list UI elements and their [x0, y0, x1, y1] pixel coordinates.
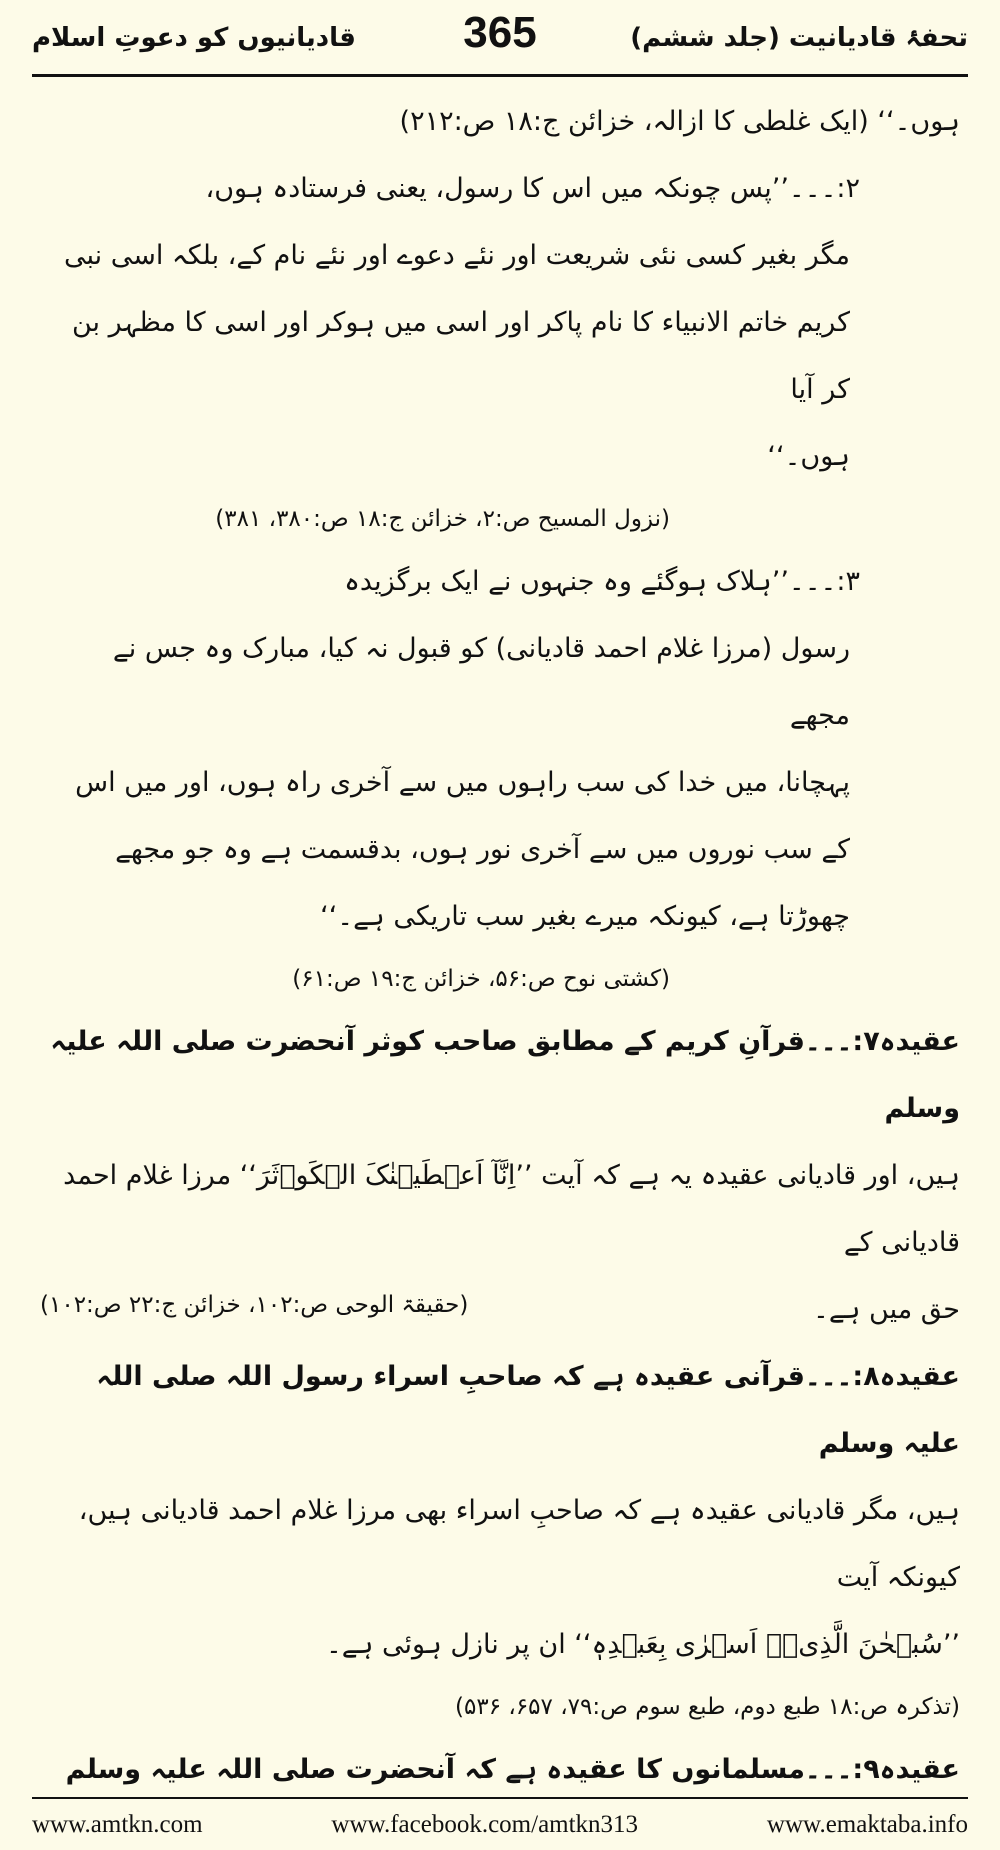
reference-row — [40, 1276, 960, 1343]
reference: (تذکرہ ص:۱۸ طبع دوم، طبع سوم ص:۷۹، ۶۵۷، ۵۳۶) — [455, 1694, 960, 1720]
text-line: ہیں، مگر قادیانی عقیدہ ہے کہ صاحبِ اسراء بھی مرزا غلام احمد قادیانی ہیں، کیونکہ آیت — [78, 1495, 960, 1593]
page-number: 365 — [463, 8, 537, 57]
book-title: تحفۂ قادیانیت (جلد ششم) — [630, 23, 968, 53]
footer-link-amtkn[interactable]: www.amtkn.com — [32, 1811, 203, 1838]
text-line: کے سب نوروں میں سے آخری نور ہوں، بدقسمت ہے وہ جو مجھے — [115, 834, 850, 865]
footer-link-emaktaba[interactable]: www.emaktaba.info — [766, 1811, 968, 1838]
page-header — [32, 8, 968, 68]
text-line: عقیدہ۹:۔۔۔مسلمانوں کا عقیدہ ہے کہ آنحضرت صلی اللہ علیہ وسلم — [65, 1754, 960, 1785]
header-rule — [32, 74, 968, 77]
text-line: ’’سُبۡحٰنَ الَّذِیۡۤ اَسۡرٰی بِعَبۡدِہٖ‘‘ ان پر نازل ہوئی ہے۔ — [325, 1629, 960, 1660]
text-line: ۲:۔۔۔’’پس چونکہ میں اس کا رسول، یعنی فرستادہ ہوں، — [205, 173, 860, 204]
footer-link-facebook[interactable]: www.facebook.com/amtkn313 — [331, 1811, 639, 1838]
text-line: رسول (مرزا غلام احمد قادیانی) کو قبول نہ کیا، مبارک وہ جس نے مجھے — [112, 633, 850, 731]
text-line: مگر بغیر کسی نئی شریعت اور نئے دعوے اور نئے نام کے، بلکہ اسی نبی — [63, 240, 850, 271]
reference: (کشتی نوح ص:۵۶، خزائن ج:۱۹ ص:۶۱) — [292, 966, 670, 992]
text-line: پہچانا، میں خدا کی سب راہوں میں سے آخری راہ ہوں، اور میں اس — [75, 767, 850, 798]
reference: (نزول المسیح ص:۲، خزائن ج:۱۸ ص:۳۸۰، ۳۸۱) — [215, 506, 670, 532]
text-line: ہیں، اور قادیانی عقیدہ یہ ہے کہ آیت ’’اِنَّآ اَعۡطَیۡنٰکَ الۡکَوۡثَرَ‘‘ مرزا غلام احمد قادیانی کے — [63, 1160, 960, 1258]
text-line: ہوں۔‘‘ — [767, 441, 850, 472]
text-line: چھوڑتا ہے، کیونکہ میرے بغیر سب تاریکی ہے۔‘‘ — [320, 901, 850, 932]
text-line: حق میں ہے۔ — [813, 1294, 960, 1325]
page-body — [40, 88, 960, 1788]
text-line: عقیدہ۷:۔۔۔قرآنِ کریم کے مطابق صاحب کوثر آنحضرت صلی اللہ علیہ وسلم — [50, 1026, 960, 1124]
page-footer — [32, 1805, 968, 1845]
chapter-title: قادیانیوں کو دعوتِ اسلام — [32, 23, 356, 53]
reference: (حقیقۃ الوحی ص:۱۰۲، خزائن ج:۲۲ ص:۱۰۲) — [40, 1292, 469, 1318]
text-line: ہوں۔‘‘ (ایک غلطی کا ازالہ، خزائن ج:۱۸ ص:۲۱۲) — [399, 106, 960, 137]
text-line: عقیدہ۸:۔۔۔قرآنی عقیدہ ہے کہ صاحبِ اسراء رسول اللہ صلی اللہ علیہ وسلم — [96, 1361, 960, 1459]
text-line: ۳:۔۔۔’’ہلاک ہوگئے وہ جنہوں نے ایک برگزیدہ — [344, 566, 860, 597]
footer-rule — [32, 1797, 968, 1799]
text-line: کریم خاتم الانبیاء کا نام پاکر اور اسی میں ہوکر اور اسی کا مظہر بن کر آیا — [71, 307, 850, 405]
